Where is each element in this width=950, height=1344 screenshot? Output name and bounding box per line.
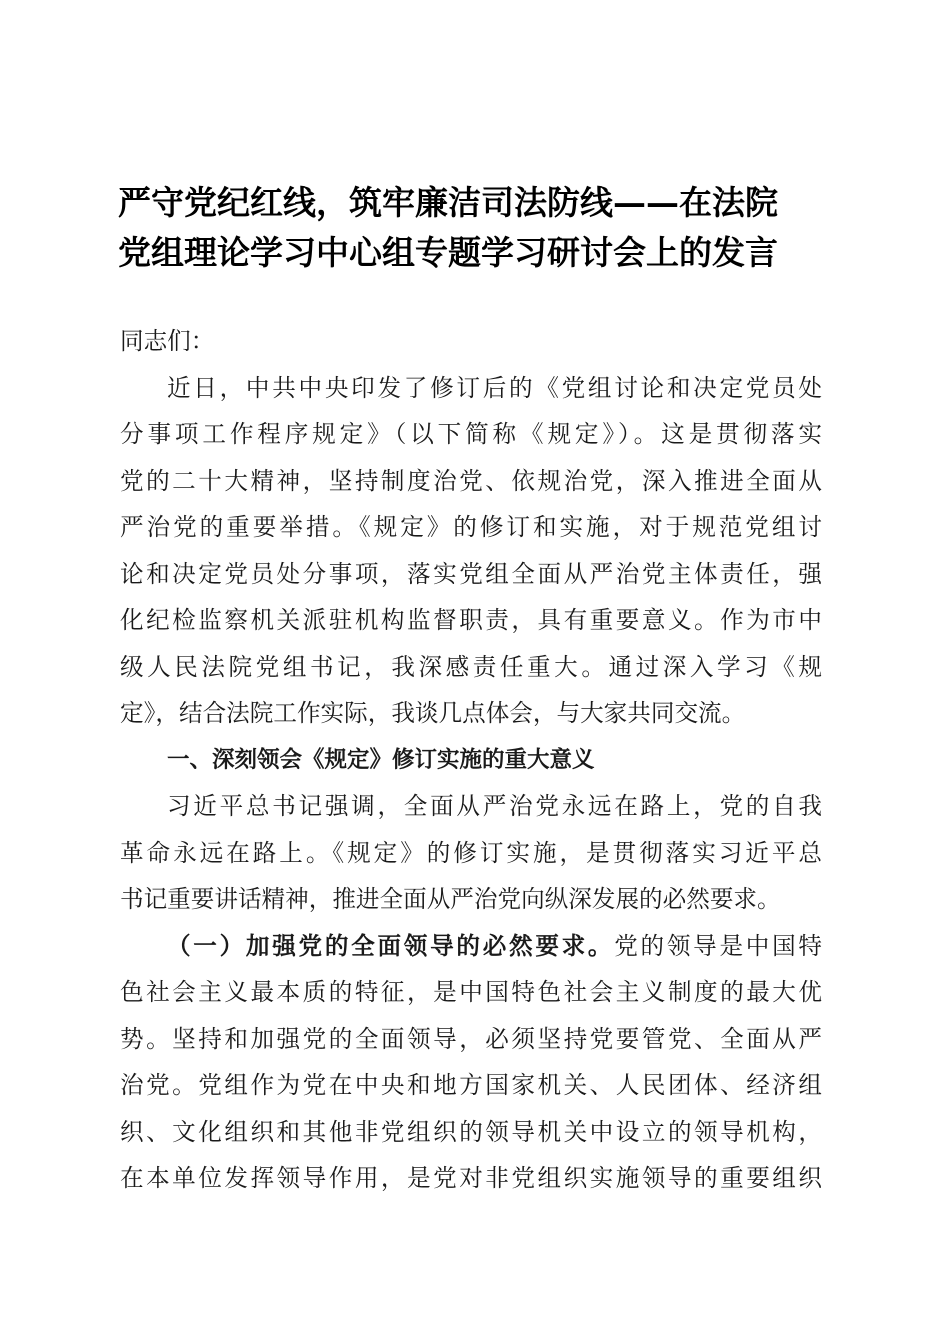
paragraph-line: 势。坚持和加强党的全面领导，必须坚持党要管党、全面从严 [120, 1024, 822, 1053]
paragraph-significance [120, 783, 822, 923]
salutation: 同志们： [120, 327, 215, 355]
subsection-lead: （一）加强党的全面领导的必然要求。 [167, 931, 615, 960]
paragraph-line: 党的二十大精神，坚持制度治党、依规治党，深入推进全面从 [120, 466, 822, 495]
paragraph-line [120, 923, 822, 970]
paragraph-line: 分事项工作程序规定》（以下简称《规定》）。这是贯彻落实 [120, 420, 822, 448]
paragraph-subsection-1 [120, 923, 822, 1202]
paragraph-line: 书记重要讲话精神，推进全面从严治党向纵深发展的必然要求。 [120, 885, 781, 913]
document-title [118, 178, 830, 278]
paragraph-line: 革命永远在路上。《规定》的修订实施，是贯彻落实习近平总 [120, 838, 822, 867]
paragraph-line: 近日，中共中央印发了修订后的《党组讨论和决定党员处 [167, 373, 822, 402]
paragraph-line: 论和决定党员处分事项，落实党组全面从严治党主体责任，强 [120, 559, 822, 588]
paragraph-intro [120, 365, 822, 737]
paragraph-line: 色社会主义最本质的特征，是中国特色社会主义制度的最大优 [120, 978, 822, 1006]
paragraph-line: 在本单位发挥领导作用，是党对非党组织实施领导的重要组织 [120, 1164, 822, 1192]
paragraph-line: 治党。党组作为党在中央和地方国家机关、人民团体、经济组 [120, 1071, 822, 1099]
paragraph-line: 级人民法院党组书记，我深感责任重大。通过深入学习《规 [120, 652, 822, 681]
section-heading-1: 一、深刻领会《规定》修订实施的重大意义 [167, 746, 595, 773]
title-line-1: 严守党纪红线，筑牢廉洁司法防线——在法院 [118, 183, 778, 222]
paragraph-line: 织、文化组织和其他非党组织的领导机关中设立的领导机构， [120, 1117, 822, 1146]
title-line-2: 党组理论学习中心组专题学习研讨会上的发言 [118, 233, 778, 272]
paragraph-line: 习近平总书记强调，全面从严治党永远在路上，党的自我 [167, 792, 822, 820]
subsection-text: 党的领导是中国特 [614, 931, 823, 960]
paragraph-line: 严治党的重要举措。《规定》的修订和实施，对于规范党组讨 [120, 513, 822, 541]
document-body [120, 318, 822, 1202]
paragraph-line: 化纪检监察机关派驻机构监督职责，具有重要意义。作为市中 [120, 606, 822, 634]
paragraph-line: 定》，结合法院工作实际，我谈几点体会，与大家共同交流。 [120, 699, 746, 727]
